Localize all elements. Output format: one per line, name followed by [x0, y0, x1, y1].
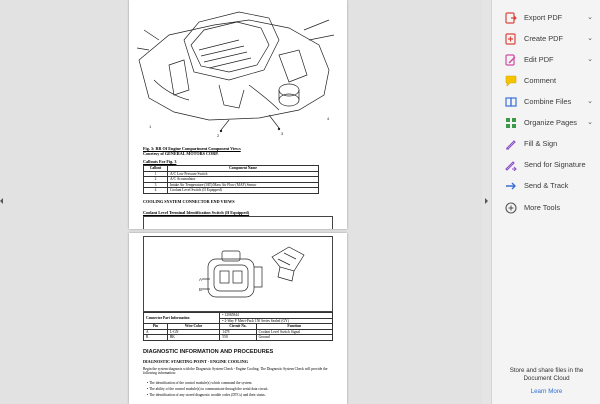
table-cell: 4: [144, 188, 168, 194]
fill-sign-icon: [504, 137, 518, 151]
tool-comment[interactable]: [492, 70, 600, 91]
tool-label: Combine Files: [524, 97, 572, 106]
svg-text:B: B: [199, 287, 203, 292]
tool-fill-sign[interactable]: [492, 133, 600, 154]
tools-pane: [491, 0, 600, 404]
connector-info-label: Connector Part Information: [144, 313, 220, 324]
table-header: Function: [256, 324, 332, 330]
table-cell: L-GN: [167, 329, 219, 335]
document-cloud-promo: [492, 367, 600, 383]
table-row: [144, 335, 333, 341]
promo-line-2: Document Cloud: [523, 375, 570, 382]
chevron-down-icon[interactable]: ⌄: [587, 119, 593, 126]
tool-label: Comment: [524, 76, 557, 85]
tool-label: Create PDF: [524, 34, 564, 43]
engine-compartment-illustration: [129, 0, 347, 140]
create-pdf-icon: [504, 32, 518, 46]
callouts-table: [143, 165, 319, 194]
table-header: Pin: [144, 324, 168, 330]
connector-title: Coolant Level Terminal Identification Switch (If Equipped): [143, 210, 250, 215]
table-cell: 2: [144, 177, 168, 183]
table-cell: A: [144, 329, 168, 335]
table-cell: Coolant Level Switch Signal: [256, 329, 332, 335]
connector-info-value: • 12065844: [220, 313, 333, 319]
table-cell: Intake Air Temperature (IAT)/Mass Air Flow (MAF) Sensor: [168, 182, 319, 188]
combine-files-icon: [504, 95, 518, 109]
connector-description: 2-Way F Metri-Pack 150 Series Sealed (GY): [224, 318, 289, 323]
tool-export-pdf[interactable]: [492, 7, 600, 28]
collapse-left-arrow-icon[interactable]: [0, 198, 3, 204]
list-item: • The identification of any stored diagnostic trouble codes (DTCs) and their status.: [147, 393, 266, 397]
table-header: Component Name: [168, 166, 319, 172]
table-cell: A/C Accumulator: [168, 177, 319, 183]
tool-send-for-signature[interactable]: [492, 154, 600, 175]
figure-courtesy: Courtesy of GENERAL MOTORS CORP.: [143, 151, 219, 156]
table-cell: B: [144, 335, 168, 341]
promo-line-1: Store and share files in the: [509, 367, 584, 374]
svg-text:2: 2: [217, 133, 220, 138]
table-cell: 1: [144, 171, 168, 177]
table-row: [144, 188, 319, 194]
diagnostic-paragraph: Begin the system diagnosis with the Diagnostic System Check - Engine Cooling. The Diagnostic System Check will provide the following information:: [143, 367, 328, 376]
diagnostic-heading: DIAGNOSTIC INFORMATION AND PROCEDURES: [143, 349, 274, 355]
list-item: • The identification of the control module(s) which command the system.: [147, 381, 253, 385]
connector-part-number: 12065844: [224, 313, 239, 317]
diagnostic-subheading: DIAGNOSTIC STARTING POINT - ENGINE COOLING: [143, 359, 248, 364]
edit-pdf-icon: [504, 53, 518, 67]
table-cell: Ground: [256, 335, 332, 341]
tool-send-track[interactable]: [492, 175, 600, 196]
tool-label: Export PDF: [524, 13, 563, 22]
connector-box-top: [143, 216, 333, 229]
svg-text:1: 1: [149, 124, 152, 129]
tool-label: Organize Pages: [524, 118, 577, 127]
svg-text:A: A: [199, 277, 203, 282]
pin-table: [143, 312, 333, 341]
pdf-page-2: [129, 233, 347, 404]
callouts-caption: Callouts For Fig. 3: [143, 159, 177, 164]
tool-label: Edit PDF: [524, 55, 554, 64]
connector-info-value: • 2-Way F Metri-Pack 150 Series Sealed (GY): [220, 318, 333, 324]
tool-label: Send for Signature: [524, 160, 586, 169]
organize-pages-icon: [504, 116, 518, 130]
chevron-down-icon[interactable]: ⌄: [587, 56, 593, 63]
bullet-text: The ability of the control module(s) to communicate through the serial data circuit.: [149, 387, 269, 391]
table-cell: A/C Low Pressure Switch: [168, 171, 319, 177]
chevron-down-icon[interactable]: ⌄: [587, 98, 593, 105]
export-pdf-icon: [504, 11, 518, 25]
bullet-text: The identification of any stored diagnostic trouble codes (DTCs) and their status.: [149, 393, 266, 397]
tool-label: Fill & Sign: [524, 139, 558, 148]
table-cell: Coolant Level Switch (If Equipped): [168, 188, 319, 194]
table-header: Circuit No.: [220, 324, 256, 330]
collapse-right-arrow-icon[interactable]: [485, 198, 488, 204]
tool-label: Send & Track: [524, 181, 569, 190]
list-item: • The ability of the control module(s) to communicate through the serial data circuit.: [147, 387, 269, 391]
chevron-down-icon[interactable]: ⌄: [587, 14, 593, 21]
connector-illustration: [144, 237, 334, 313]
learn-more-link[interactable]: Learn More: [530, 388, 563, 395]
connector-diagram-box: [143, 236, 333, 312]
tool-create-pdf[interactable]: [492, 28, 600, 49]
table-cell: 550: [220, 335, 256, 341]
table-cell: 1478: [220, 329, 256, 335]
send-track-icon: [504, 179, 518, 193]
bullet-text: The identification of the control module(s) which command the system.: [149, 381, 253, 385]
tool-organize-pages[interactable]: [492, 112, 600, 133]
send-signature-icon: [504, 158, 518, 172]
tool-edit-pdf[interactable]: [492, 49, 600, 70]
tool-combine-files[interactable]: [492, 91, 600, 112]
table-header: Wire Color: [167, 324, 219, 330]
pdf-page-1: [129, 0, 347, 229]
figure-caption: Fig. 3: RR Of Engine Compartment Component Views: [143, 146, 241, 151]
tool-label: More Tools: [524, 203, 561, 212]
tool-more-tools[interactable]: [492, 197, 600, 218]
comment-icon: [504, 74, 518, 88]
table-header: Callout: [144, 166, 168, 172]
svg-text:3: 3: [281, 131, 284, 136]
section-heading: COOLING SYSTEM CONNECTOR END VIEWS: [143, 199, 235, 204]
chevron-down-icon[interactable]: ⌄: [587, 35, 593, 42]
svg-text:4: 4: [327, 116, 330, 121]
more-tools-icon: [504, 201, 518, 215]
table-cell: BK: [167, 335, 219, 341]
table-cell: 3: [144, 182, 168, 188]
